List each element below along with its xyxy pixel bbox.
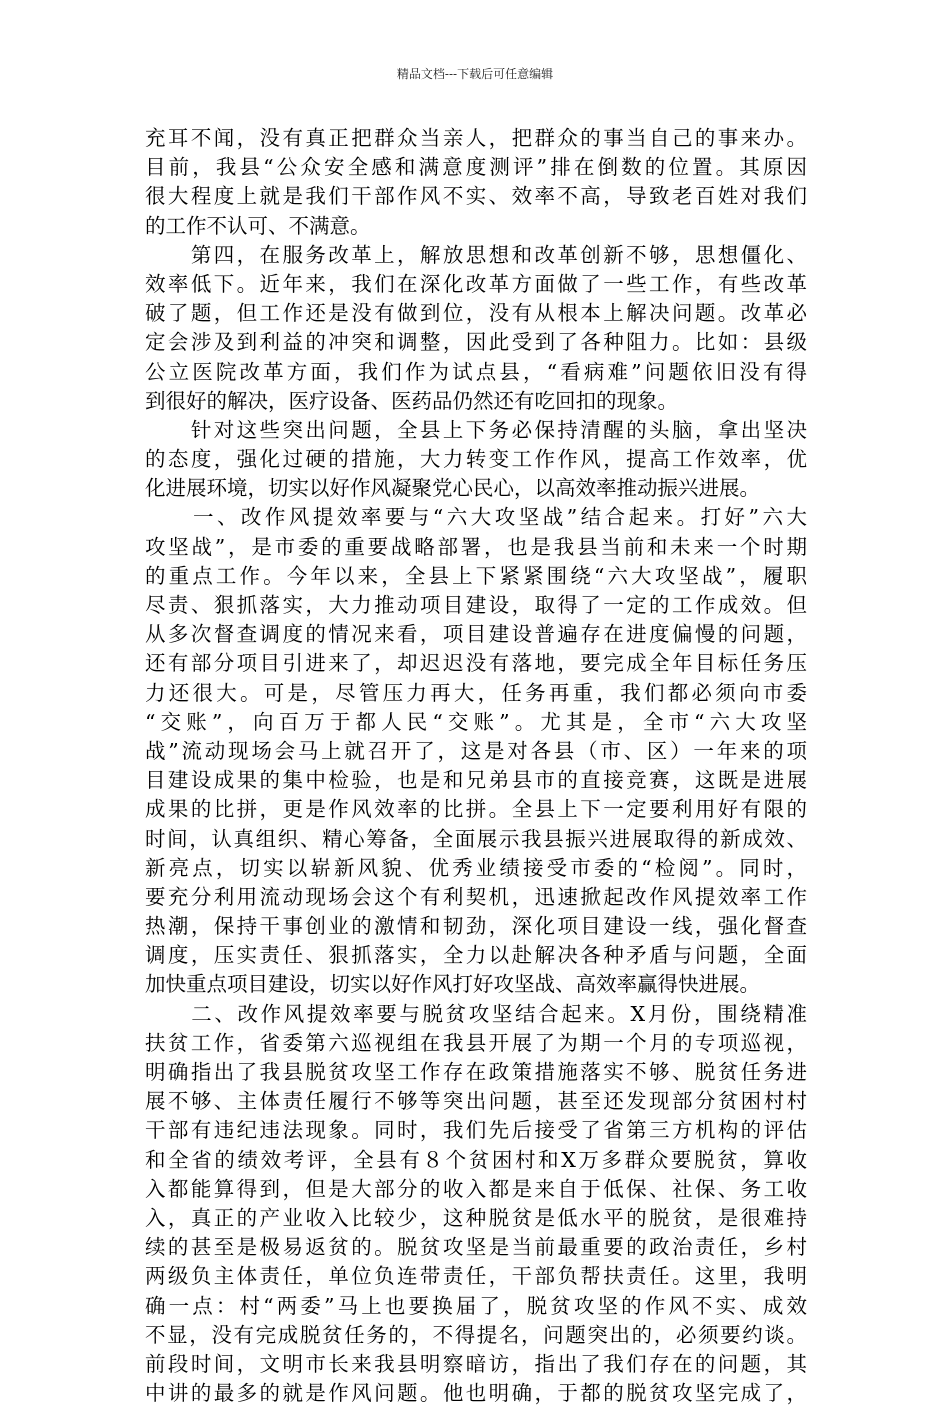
text-line: 的态度，强化过硬的措施，大力转变工作作风，提高工作效率，优 <box>145 447 807 472</box>
text-line: 干部有违纪违法现象。同时，我们先后接受了省第三方机构的评估 <box>145 1118 807 1143</box>
text-line: 到很好的解决，医疗设备、医药品仍然还有吃回扣的现象。 <box>145 388 678 413</box>
text-line: 攻坚战”，是市委的重要战略部署，也是我县当前和未来一个时期 <box>145 534 807 559</box>
text-line: 热潮，保持干事创业的激情和韧劲，深化项目建设一线，强化督查 <box>145 914 807 939</box>
text-line: 一、改作风提效率要与“六大攻坚战”结合起来。打好”六大 <box>145 505 807 530</box>
text-line: 新亮点，切实以崭新风貌、优秀业绩接受市委的“检阅”。同时， <box>145 855 807 880</box>
text-line: 的工作不认可、不满意。 <box>145 213 371 238</box>
text-line: “交账”，向百万于都人民“交账”。尤其是，全市“六大攻坚 <box>145 709 807 734</box>
page-header: 精品文档---下载后可任意编辑 <box>396 67 554 81</box>
text-line: 续的甚至是极易返贫的。脱贫攻坚是当前最重要的政治责任，乡村 <box>145 1235 807 1260</box>
text-line: 入都能算得到，但是大部分的收入都是来自于低保、社保、务工收 <box>145 1176 807 1201</box>
text-line: 调度，压实责任、狠抓落实，全力以赴解决各种矛盾与问题，全面 <box>145 943 807 968</box>
text-line: 成果的比拼，更是作风效率的比拼。全县上下一定要利用好有限的 <box>145 797 807 822</box>
text-line: 要充分利用流动现场会这个有利契机，迅速掀起改作风提效率工作 <box>145 884 807 909</box>
text-line: 战”流动现场会马上就召开了，这是对各县（市、区）一年来的项 <box>145 738 807 763</box>
text-line: 明确指出了我县脱贫攻坚工作存在政策措施落实不够、脱贫任务进 <box>145 1060 807 1084</box>
text-line: 化进展环境，切实以好作风凝聚党心民心，以高效率推动振兴进展。 <box>145 476 760 501</box>
text-line: 破了题，但工作还是没有做到位，没有从根本上解决问题。改革必 <box>145 301 807 326</box>
text-line: 充耳不闻，没有真正把群众当亲人，把群众的事当自己的事来办。 <box>145 126 807 150</box>
text-line: 效率低下。近年来，我们在深化改革方面做了一些工作，有些改革 <box>145 271 807 296</box>
text-line: 目建设成果的集中检验，也是和兄弟县市的直接竞赛，这既是进展 <box>145 768 807 793</box>
text-line: 针对这些突出问题，全县上下务必保持清醒的头脑，拿出坚决 <box>145 417 807 442</box>
document-body <box>145 124 807 1408</box>
text-line: 第四，在服务改革上，解放思想和改革创新不够，思想僵化、 <box>145 242 807 267</box>
text-line: 入，真正的产业收入比较少，这种脱贫是低水平的脱贫，是很难持 <box>145 1205 807 1230</box>
text-line: 尽责、狠抓落实，大力推动项目建设，取得了一定的工作成效。但 <box>145 593 807 617</box>
text-line: 前段时间，文明市长来我县明察暗访，指出了我们存在的问题，其 <box>145 1351 807 1376</box>
text-line: 定会涉及到利益的冲突和调整，因此受到了各种阻力。比如：县级 <box>145 330 807 355</box>
text-line: 确一点：村“两委”马上也要换届了，脱贫攻坚的作风不实、成效 <box>145 1293 807 1318</box>
text-line: 不显，没有完成脱贫任务的，不得提名，问题突出的，必须要约谈。 <box>145 1322 807 1347</box>
text-line: 加快重点项目建设，切实以好作风打好攻坚战、高效率赢得快进展。 <box>145 972 760 997</box>
text-line: 目前，我县“公众安全感和满意度测评”排在倒数的位置。其原因 <box>145 155 807 180</box>
text-line: 力还很大。可是，尽管压力再大，任务再重，我们都必须向市委 <box>145 680 807 705</box>
text-line: 展不够、主体责任履行不够等突出问题，甚至还发现部分贫困村村 <box>145 1089 807 1114</box>
text-line: 还有部分项目引进来了，却迟迟没有落地，要完成全年目标任务压 <box>145 651 807 676</box>
text-line: 两级负主体责任，单位负连带责任，干部负帮扶责任。这里，我明 <box>145 1264 807 1289</box>
text-line: 时间，认真组织、精心筹备，全面展示我县振兴进展取得的新成效、 <box>145 826 807 851</box>
text-line: 中讲的最多的就是作风问题。他也明确，于都的脱贫攻坚完成了， <box>145 1381 807 1406</box>
text-line: 公立医院改革方面，我们作为试点县，“看病难”问题依旧没有得 <box>145 359 807 384</box>
text-line: 二、改作风提效率要与脱贫攻坚结合起来。X月份，围绕精准 <box>145 1001 807 1026</box>
text-line: 扶贫工作，省委第六巡视组在我县开展了为期一个月的专项巡视， <box>145 1030 807 1055</box>
text-line: 很大程度上就是我们干部作风不实、效率不高，导致老百姓对我们 <box>145 184 807 209</box>
text-line: 从多次督查调度的情况来看，项目建设普遍存在进度偏慢的问题， <box>145 622 807 647</box>
text-line: 和全省的绩效考评，全县有８个贫困村和X万多群众要脱贫，算收 <box>145 1147 807 1172</box>
text-line: 的重点工作。今年以来，全县上下紧紧围绕“六大攻坚战”，履职 <box>145 563 807 588</box>
